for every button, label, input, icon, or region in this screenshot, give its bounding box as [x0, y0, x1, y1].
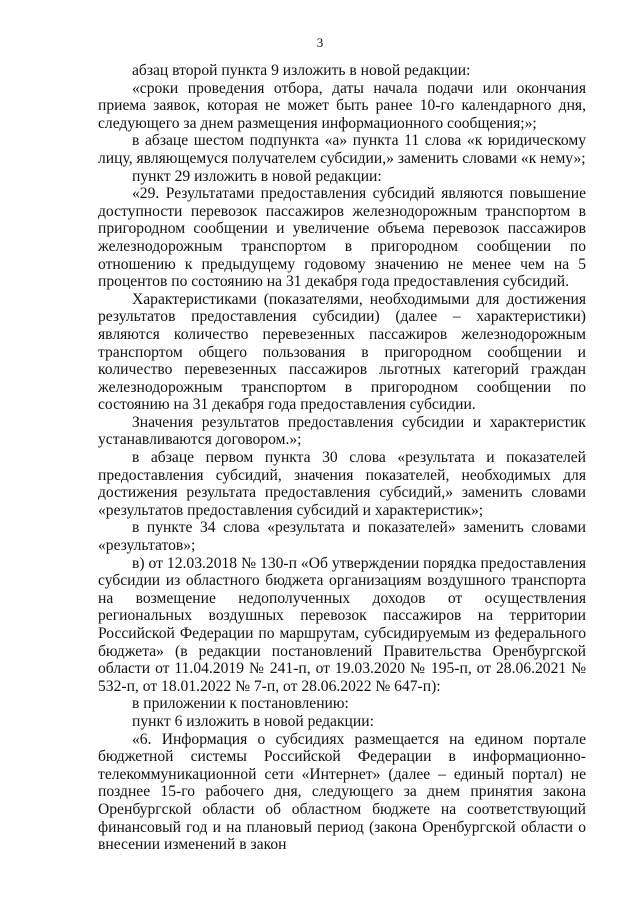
paragraph-7: Значения результатов предоставления субсидии и характеристик устанавливаются договором.»; [98, 413, 586, 449]
paragraph-6: Характеристиками (показателями, необходимыми для достижения результатов предоставления субсидии) (далее – характеристики) являются количество перевезенных пассажиров железнодорожным транспортом общего пользования в пригородном сообщении и количество перевезенных пассажиров льготных категорий граждан железнодорожным транспортом в пригородном сообщении по состоянию на 31 декабря года предоставления субсидии. [98, 290, 586, 414]
paragraph-11: в приложении к постановлению: [132, 695, 349, 713]
paragraph-5: «29. Результатами предоставления субсидий являются повышение доступности перевозок пассажиров железнодорожным транспортом в пригородном сообщении и увеличение объема перевозок пассажиров железнодорожным транспортом в пригородном сообщении по отношению к предыдущему годовому значению не менее чем на 5 процентов по состоянию на 31 декабря года предоставления субсидий. [98, 185, 586, 291]
paragraph-8: в абзаце первом пункта 30 слова «результата и показателей предоставления субсидий, значения показателей, необходимых для достижения результата предоставления субсидий,» заменить словами «результатов предоставления субсидий и характеристик»; [98, 449, 586, 519]
paragraph-12: пункт 6 изложить в новой редакции: [132, 712, 374, 730]
paragraph-10: в) от 12.03.2018 № 130-п «Об утверждении порядка предоставления субсидии из областного бюджета организациям воздушного транспорта на возмещение недополученных доходов от осуществления региональных воздушных перевозок пассажиров на территории Российской Федерации по маршрутам, субсидируемым из федерального бюджета» (в редакции постановлений Правительства Оренбургской области от 11.04.2019 № 241-п, от 19.03.2020 № 195-п, от 28.06.2021 № 532-п, от 18.01.2022 № 7-п, от 28.06.2022 № 647-п): [98, 554, 586, 695]
paragraph-2: «сроки проведения отбора, даты начала подачи или окончания приема заявок, которая не может быть ранее 10-го календарного дня, следующего за днем размещения информационного сообщения;»; [98, 79, 586, 132]
document-body [98, 62, 586, 854]
page-number: 3 [316, 35, 324, 50]
paragraph-9: в пункте 34 слова «результата и показателей» заменить словами «результатов»; [98, 519, 586, 555]
paragraph-4: пункт 29 изложить в новой редакции: [132, 167, 382, 185]
paragraph-1: абзац второй пункта 9 изложить в новой редакции: [132, 62, 471, 79]
paragraph-13: «6. Информация о субсидиях размещается на едином портале бюджетной системы Российской Федерации в информационно-телекоммуникационной сети «Интернет» (далее – единый портал) не позднее 15-го рабочего дня, следующего за днем принятия закона Оренбургской области об областном бюджете на соответствующий финансовый год и на плановый период (закона Оренбургской области о внесении изменений в закон [98, 730, 586, 854]
paragraph-3: в абзаце шестом подпункта «а» пункта 11 слова «к юридическому лицу, являющемуся получателем субсидии,» заменить словами «к нему»; [98, 132, 586, 167]
